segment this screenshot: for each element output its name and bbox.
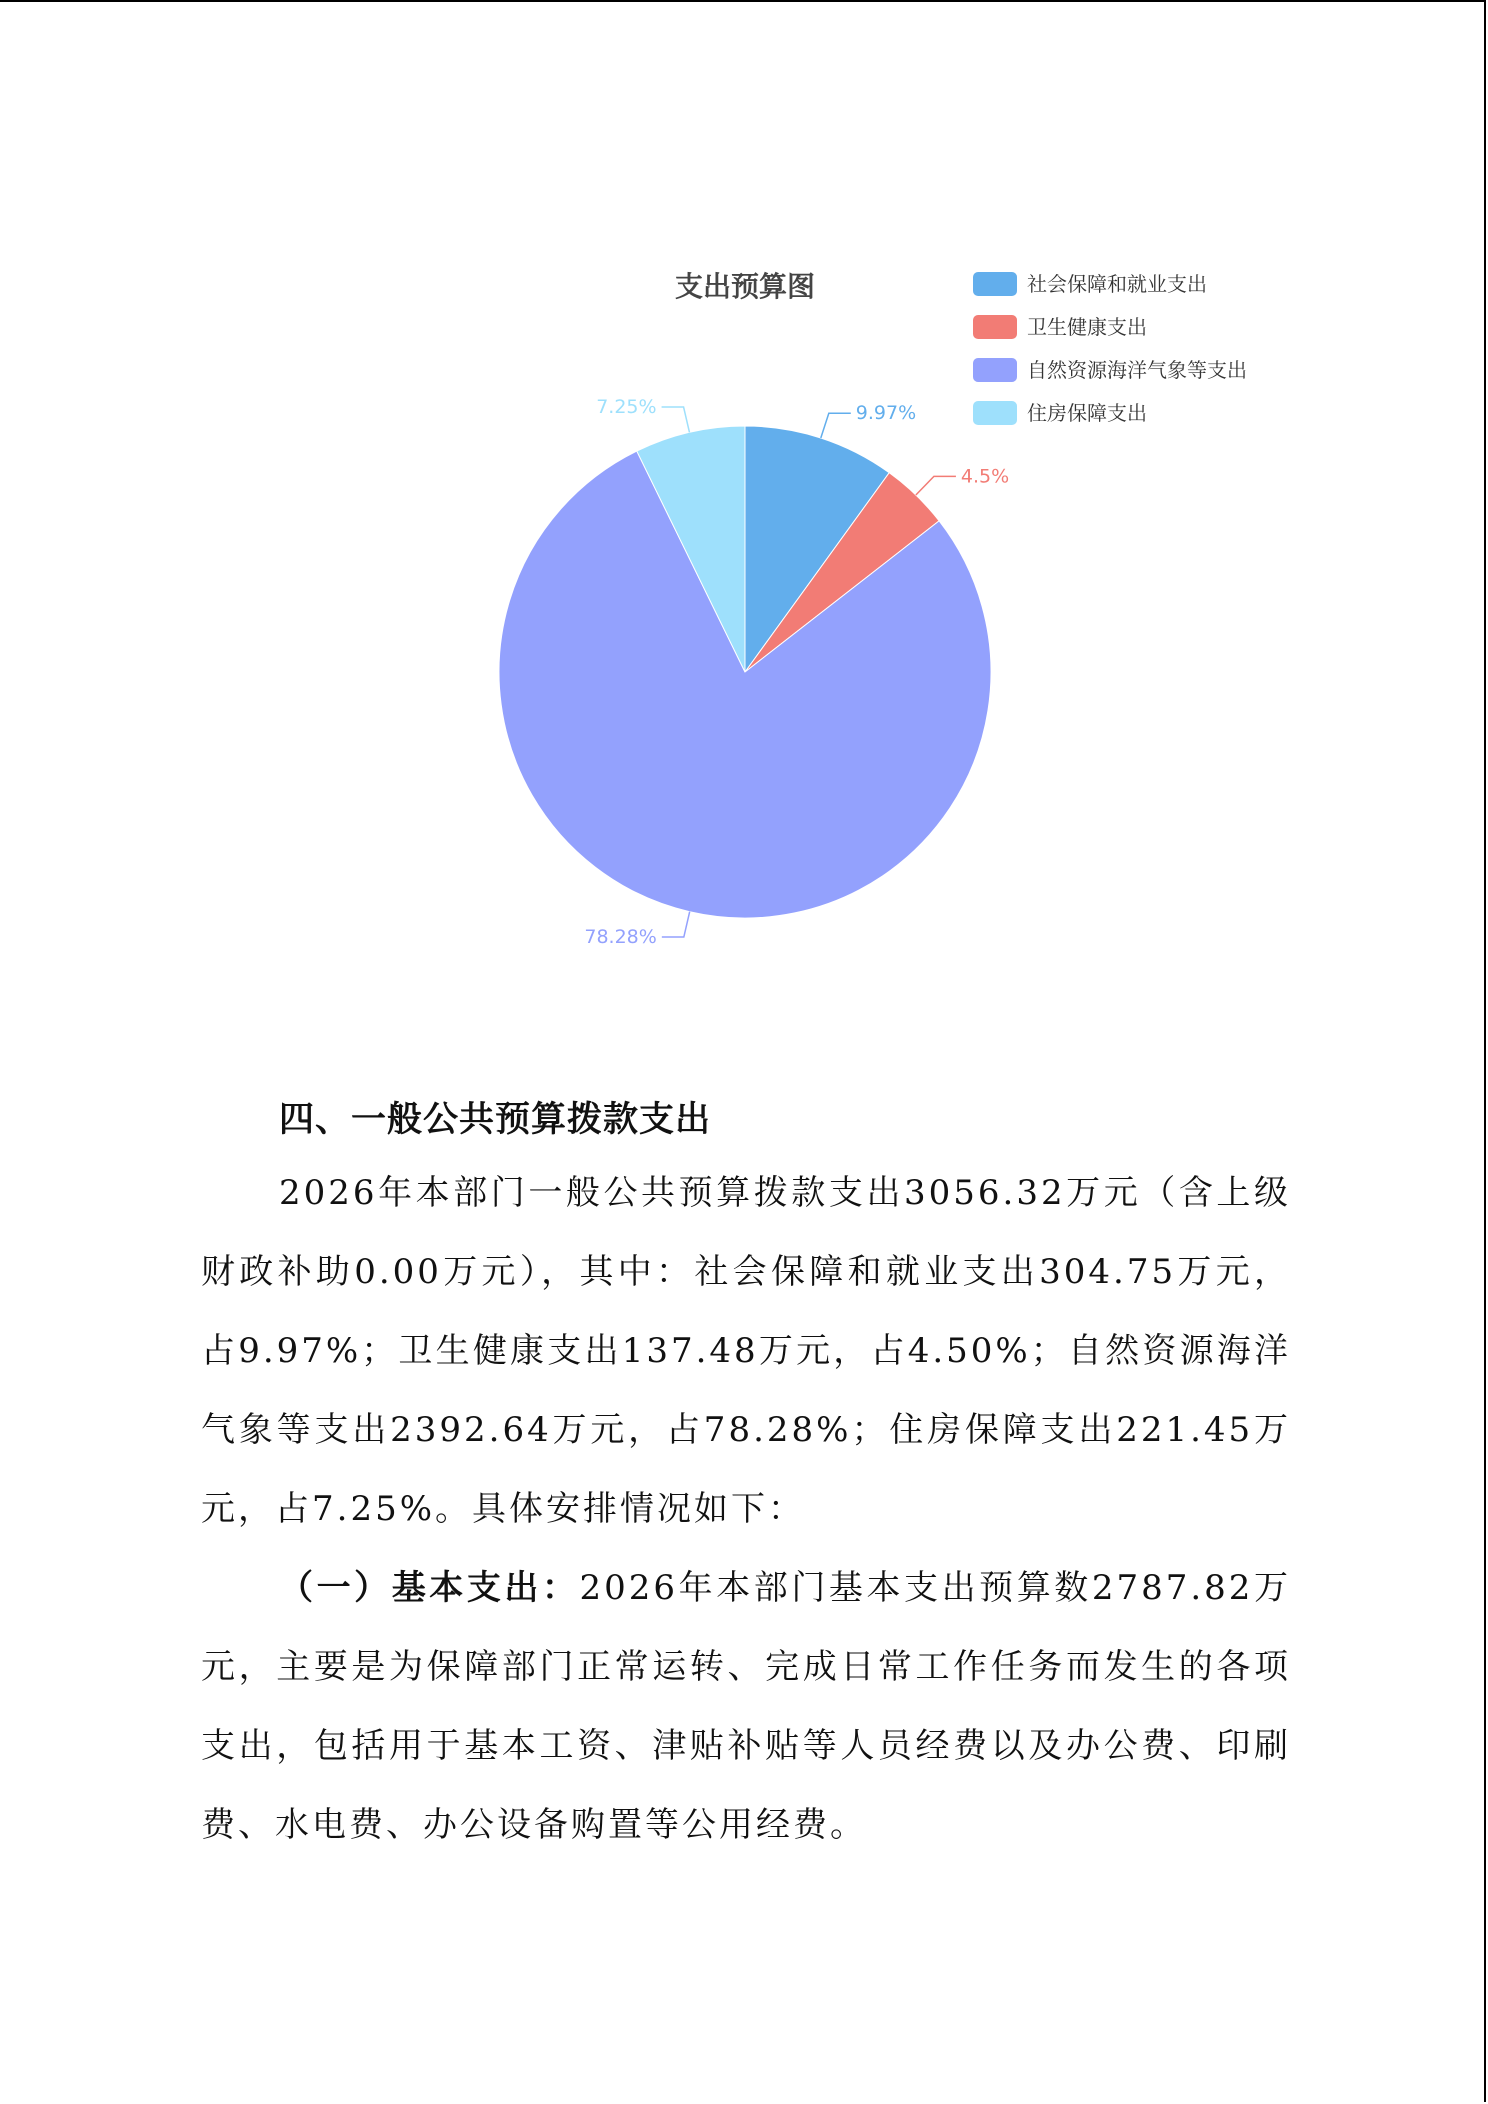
pie-label-4: 7.25%: [596, 396, 657, 419]
pie-leader-line-2: [916, 476, 956, 495]
legend-label-1: 社会保障和就业支出: [1027, 272, 1207, 296]
basic-expenditure-text: 2026年本部门基本支出预算数2787.82万元，主要是为保障部门正常运转、完成日常工作任务而发生的各项支出，包括用于基本工资、津贴补贴等人员经费以及办公费、印刷费、水电费、办公设备购置等公用经费。: [201, 1568, 1291, 1845]
legend-swatch-4: [973, 401, 1017, 425]
expenditure-pie-chart: [0, 0, 1488, 1040]
legend-swatch-2: [973, 315, 1017, 339]
section-heading: 四、一般公共预算拨款支出: [279, 1100, 712, 1140]
pie-slices: [499, 426, 991, 918]
chart-legend: [973, 272, 1247, 425]
legend-label-2: 卫生健康支出: [1027, 315, 1147, 339]
legend-swatch-3: [973, 358, 1017, 382]
pie-leader-line-4: [662, 407, 690, 432]
document-body: [201, 1092, 1291, 1865]
chart-title: 支出预算图: [674, 270, 816, 303]
pie-label-3: 78.28%: [584, 926, 657, 949]
legend-label-4: 住房保障支出: [1027, 401, 1147, 425]
pie-label-2: 4.5%: [960, 465, 1010, 488]
legend-label-3: 自然资源海洋气象等支出: [1027, 358, 1247, 382]
paragraph-basic-expenditure: [201, 1549, 1291, 1865]
pie-leader-line-3: [662, 912, 690, 937]
pie-leader-line-1: [821, 413, 851, 438]
basic-expenditure-lead: （一）基本支出：: [279, 1568, 580, 1608]
legend-swatch-1: [973, 272, 1017, 296]
paragraph-overview: 2026年本部门一般公共预算拨款支出3056.32万元（含上级财政补助0.00万元），其中：社会保障和就业支出304.75万元，占9.97%；卫生健康支出137.48万元，占4.50%；自然资源海洋气象等支出2392.64万元，占78.28%；住房保障支出221.45万元，占7.25%。具体安排情况如下：: [201, 1173, 1291, 1529]
pie-label-1: 9.97%: [855, 402, 917, 425]
